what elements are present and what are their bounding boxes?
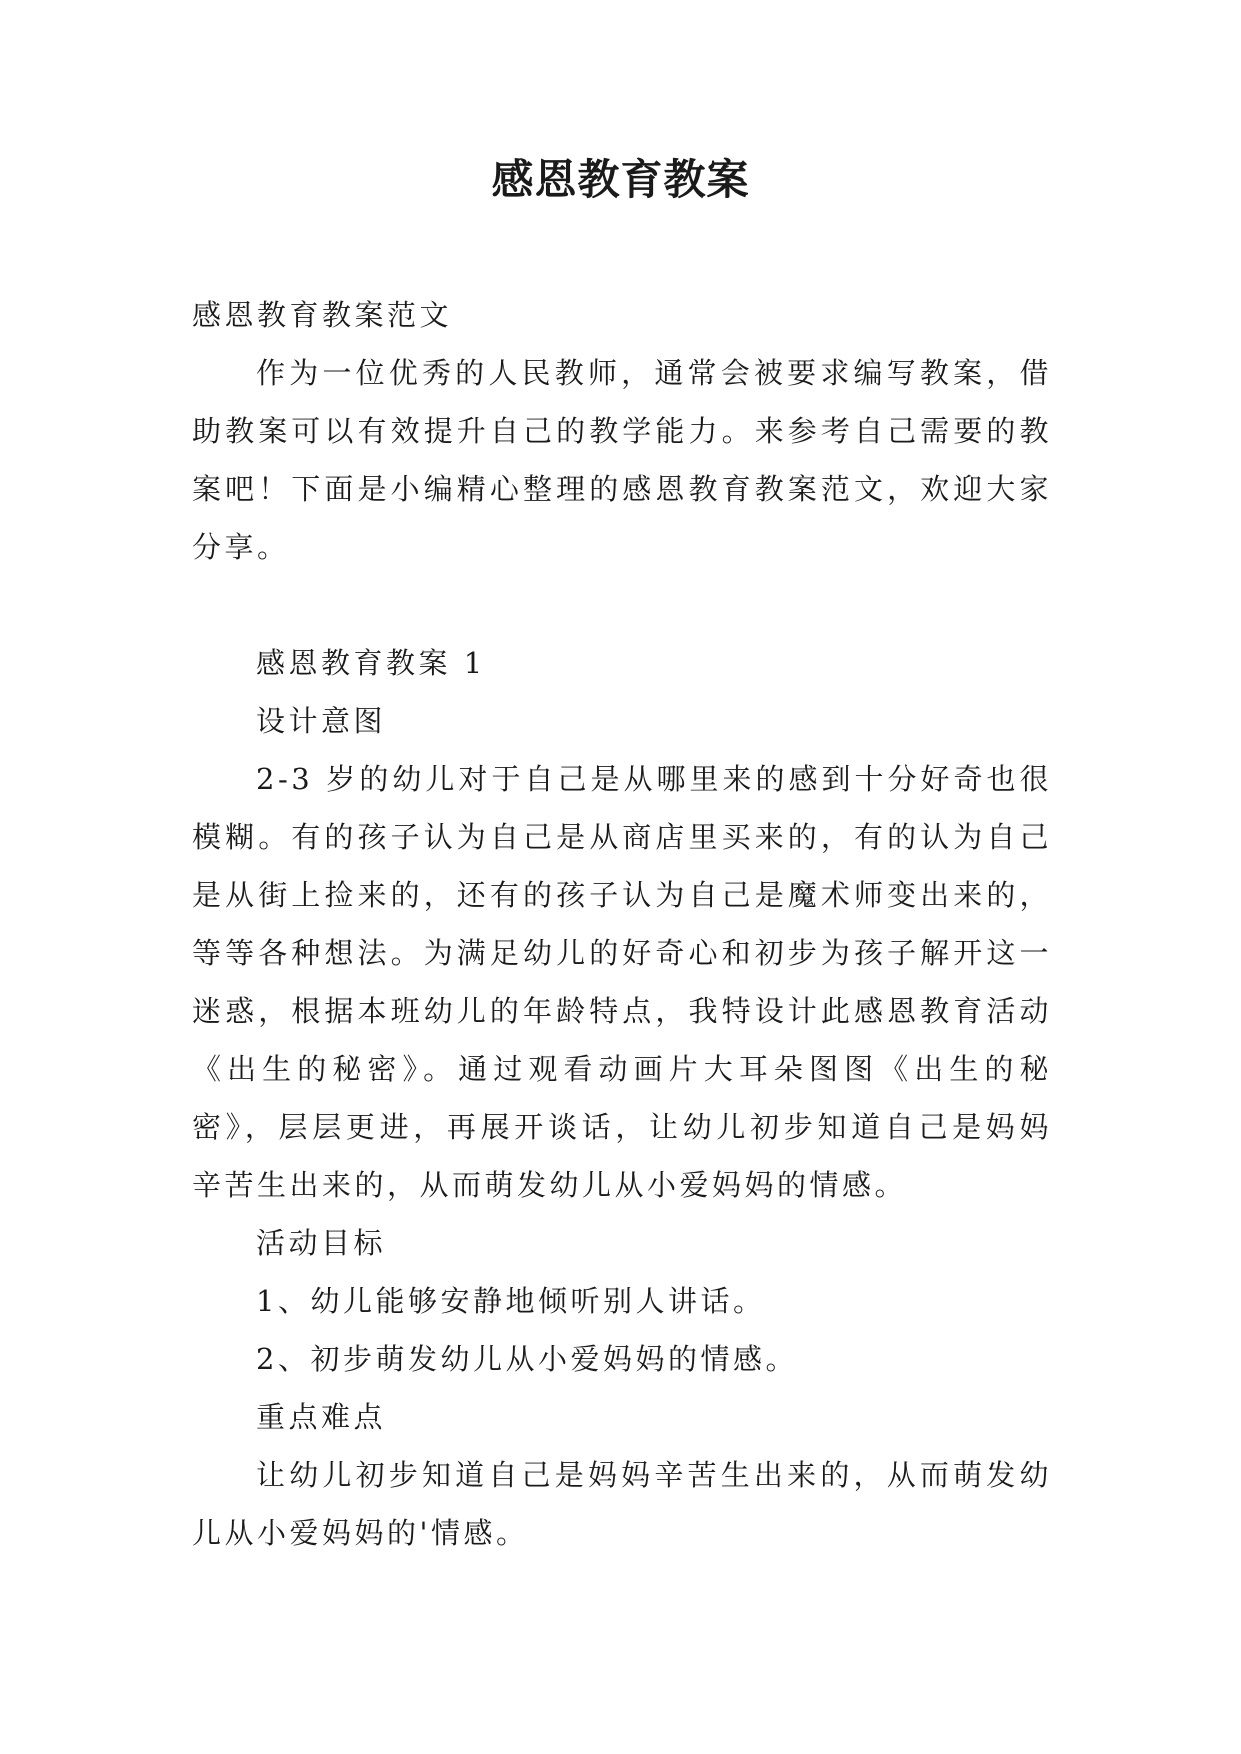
design-heading: 设计意图: [256, 704, 387, 738]
goal-item-2: 2、初步萌发幼儿从小爱妈妈的情感。: [256, 1342, 798, 1376]
goals-heading: 活动目标: [256, 1226, 387, 1260]
goal-item-1: 1、幼儿能够安静地倾听别人讲话。: [256, 1284, 766, 1318]
document-title: 感恩教育教案: [491, 155, 750, 204]
document-subtitle: 感恩教育教案范文: [192, 298, 453, 332]
intro-paragraph: 作为一位优秀的人民教师，通常会被要求编写教案，借助教案可以有效提升自己的教学能力。来参考自己需要的教案吧！下面是小编精心整理的感恩教育教案范文，欢迎大家分享。: [192, 356, 1052, 564]
design-paragraph: 2-3 岁的幼儿对于自己是从哪里来的感到十分好奇也很模糊。有的孩子认为自己是从商店里买来的，有的认为自己是从街上捡来的，还有的孩子认为自己是魔术师变出来的，等等各种想法。为满足幼儿的好奇心和初步为孩子解开这一迷惑，根据本班幼儿的年龄特点，我特设计此感恩教育活动《出生的秘密》。通过观看动画片大耳朵图图《出生的秘密》，层层更进，再展开谈话，让幼儿初步知道自己是妈妈辛苦生出来的，从而萌发幼儿从小爱妈妈的情感。: [192, 762, 1052, 1202]
key-heading: 重点难点: [256, 1400, 387, 1434]
section-heading: 感恩教育教案 1: [256, 646, 486, 680]
paragraph-spacer: [192, 576, 1052, 634]
document-body: [192, 286, 1052, 1562]
key-paragraph: 让幼儿初步知道自己是妈妈辛苦生出来的，从而萌发幼儿从小爱妈妈的'情感。: [192, 1458, 1052, 1550]
